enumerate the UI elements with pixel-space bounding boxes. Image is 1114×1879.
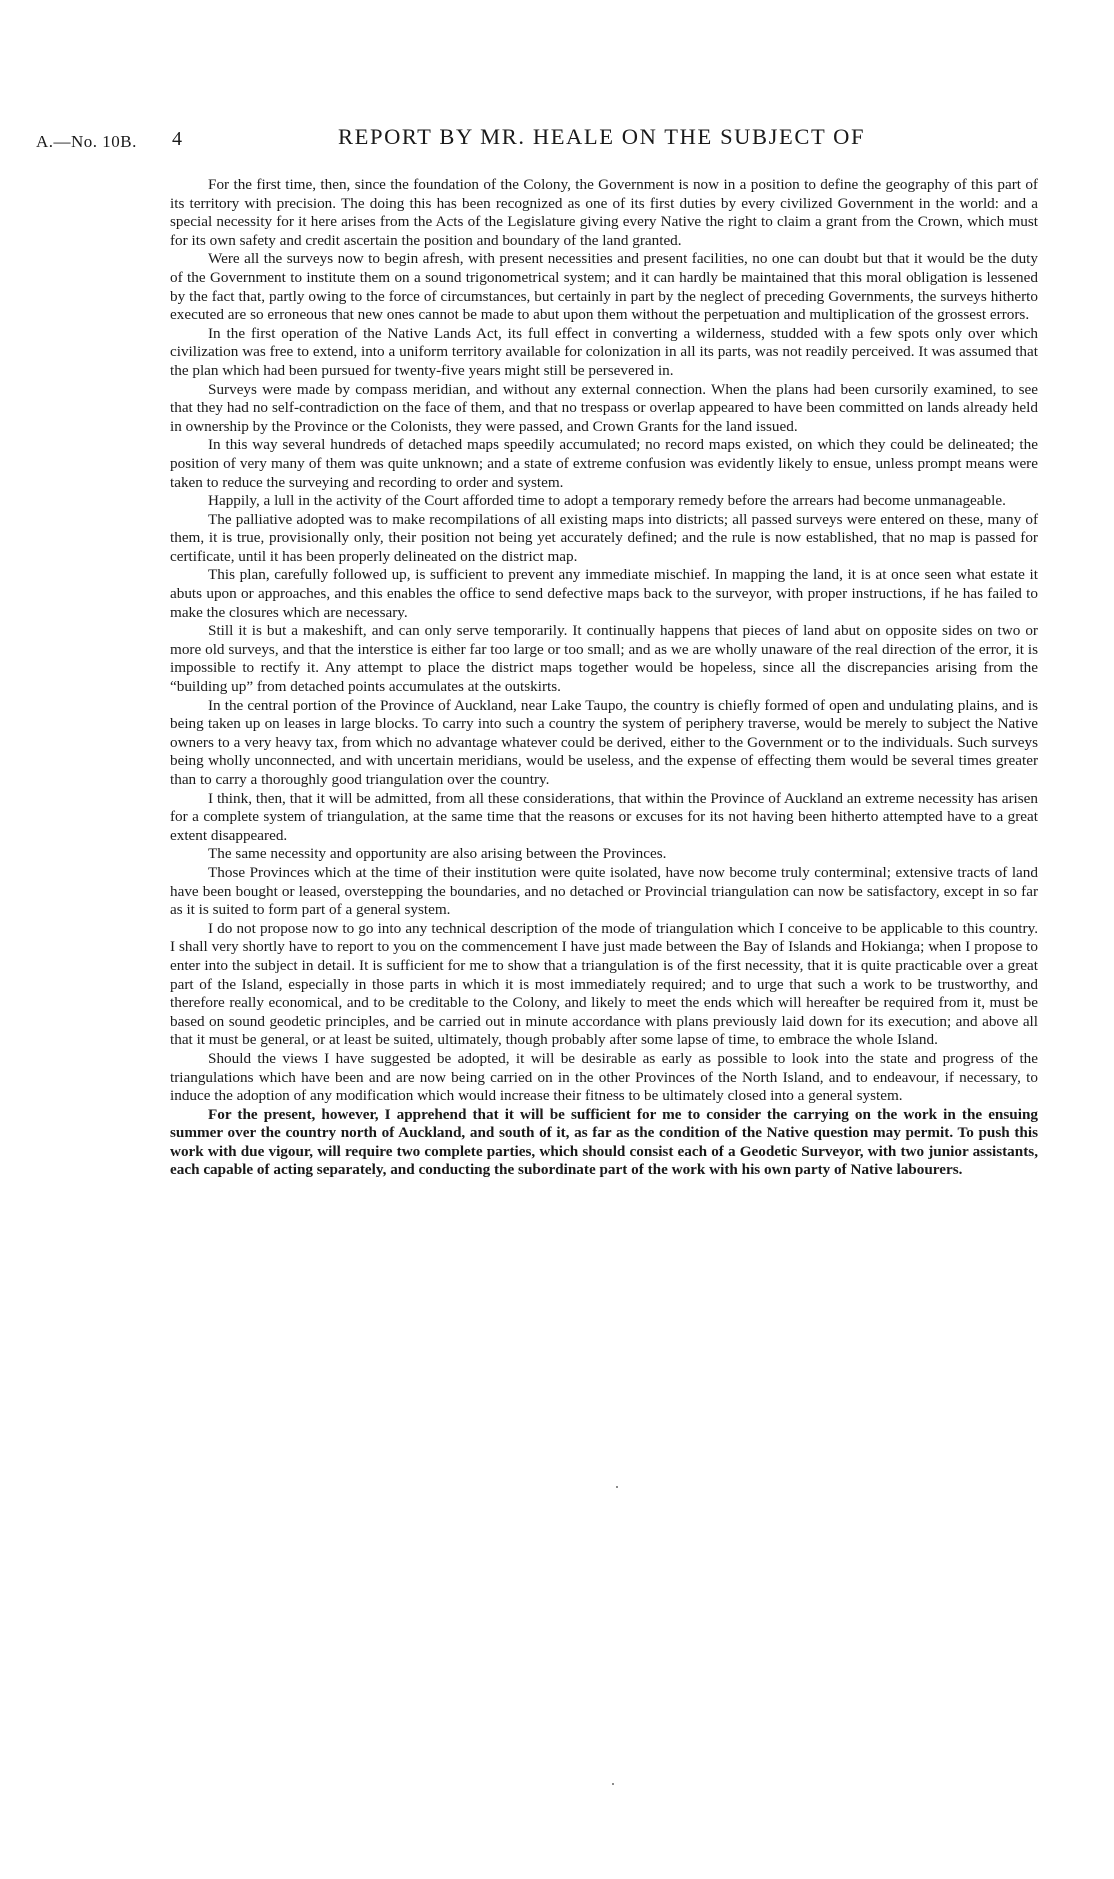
paragraph-4: Surveys were made by compass meridian, and without any external connection. When the plans had been cursorily examined, to see that they had no self-contradiction on the face of them, and that no trespass or overlap appeared to have been committed on lands already held in ownership by the Province or the Colonists, they were passed, and Crown Grants for the land issued.	[170, 380, 1038, 435]
paragraph-6: Happily, a lull in the activity of the Court afforded time to adopt a temporary remedy before the arrears had become unmanageable.	[208, 492, 1006, 510]
paragraph-16: For the present, however, I apprehend that it will be sufficient for me to consider the carrying on the work in the ensuing summer over the country north of Auckland, and south of it, as far as the condition of the Native question may permit. To push this work with due vigour, will require two complete parties, which should consist each of a Geodetic Surveyor, with two junior assistants, each capable of acting separately, and conducting the subordinate part of the work with his own party of Native labourers.	[170, 1105, 1038, 1179]
paragraph-15: Should the views I have suggested be adopted, it will be desirable as early as possible to look into the state and progress of the triangulations which have been and are now being carried on in the other Provinces of the North Island, and to endeavour, if necessary, to induce the adoption of any modification which would increase their fitness to be ultimately closed into a general system.	[170, 1049, 1038, 1105]
paragraph-3: In the first operation of the Native Lands Act, its full effect in converting a wilderness, studded with a few spots only over which civilization was free to extend, into a uniform territory available for colonization in all its parts, was not readily perceived. It was assumed that the plan which had been pursued for twenty-five years might still be persevered in.	[170, 324, 1038, 379]
paragraph-13: Those Provinces which at the time of their institution were quite isolated, have now become truly conterminal; extensive tracts of land have been bought or leased, overstepping the boundaries, and no detached or Provincial triangulation can now be satisfactory, except in so far as it is suited to form part of a general system.	[170, 863, 1038, 919]
paragraph-2: Were all the surveys now to begin afresh, with present necessities and present facilities, no one can doubt but that it would be the duty of the Government to institute them on a sound trigonometrical system; and it can hardly be maintained that this moral obligation is lessened by the fact that, partly owing to the force of circumstances, but certainly in part by the neglect of preceding Governments, the surveys hitherto executed are so erroneous that new ones cannot be made to abut upon them without the perpetuation and multiplication of the grossest errors.	[170, 250, 1038, 324]
paragraph-14: I do not propose now to go into any technical description of the mode of triangulation which I conceive to be applicable to this country. I shall very shortly have to report to you on the commencement I have just made between the Bay of Islands and Hokianga; when I propose to enter into the subject in detail. It is sufficient for me to show that a triangulation is of the first necessity, that it is quite practicable over a great part of the Island, especially in those parts in which it is most immediately required; and to urge that such a work to be trustworthy, and therefore really economical, and to be creditable to the Colony, and likely to meet the ends which will hereafter be required from it, must be based on sound geodetic principles, and be carried out in minute accordance with plans previously laid down for its execution; and above all that it must be general, or at least be suited, ultimately, though probably after some lapse of time, to embrace the whole Island.	[170, 919, 1038, 1049]
paragraph-10: In the central portion of the Province of Auckland, near Lake Taupo, the country is chiefly formed of open and undulating plains, and is being taken up on leases in large blocks. To carry into such a country the system of periphery traverse, would be merely to subject the Native owners to a very heavy tax, from which no advantage whatever could be derived, either to the Government or to the individuals. Such surveys being wholly unconnected, and with uncertain meridians, would be useless, and the expense of effecting them would be several times greater than to carry a thoroughly good triangulation over the country.	[170, 696, 1038, 788]
paragraph-5: In this way several hundreds of detached maps speedily accumulated; no record maps existed, on which they could be delineated; the position of very many of them was quite unknown; and a state of extreme confusion was evidently likely to ensue, unless prompt means were taken to reduce the surveying and recording to order and system.	[170, 436, 1038, 491]
page-number: 4	[172, 128, 182, 150]
report-body	[170, 176, 1038, 1180]
paragraph-8: This plan, carefully followed up, is sufficient to prevent any immediate mischief. In mapping the land, it is at once seen what estate it abuts upon or approaches, and this enables the office to send defective maps back to the surveyor, with proper instructions, if he has failed to make the closures which are necessary.	[170, 566, 1038, 621]
paragraph-9: Still it is but a makeshift, and can only serve temporarily. It continually happens that pieces of land abut on opposite sides on two or more old surveys, and that the interstice is either far too large or too small; and as we are wholly unaware of the real direction of the error, it is impossible to rectify it. Any attempt to place the district maps together would be hopeless, since all the discrepancies arising from the “building up” from detached points accumulates at the outskirts.	[170, 622, 1038, 696]
print-speck	[612, 1783, 614, 1785]
print-speck	[616, 1486, 618, 1488]
paragraph-7: The palliative adopted was to make recompilations of all existing maps into districts; all passed surveys were entered on these, many of them, it is true, provisionally only, their position not being yet accurately defined; and the rule is now established, that no map is passed for certificate, until it has been properly delineated on the district map.	[170, 510, 1038, 565]
paragraph-11: I think, then, that it will be admitted, from all these considerations, that within the Province of Auckland an extreme necessity has arisen for a complete system of triangulation, at the same time that the reasons or excuses for its not having been hitherto attempted have to a great extent disappeared.	[170, 789, 1038, 844]
paragraph-12: The same necessity and opportunity are also arising between the Provinces.	[208, 845, 667, 863]
paragraph-1: For the first time, then, since the foundation of the Colony, the Government is now in a position to define the geography of this part of its territory with precision. The doing this has been recognized as one of its first duties by every civilized Government in the world: and a special necessity for it here arises from the Acts of the Legislature giving every Native the right to claim a grant from the Crown, which must for its own safety and credit ascertain the position and boundary of the land granted.	[170, 176, 1038, 249]
page-header	[36, 124, 1056, 154]
running-title: REPORT BY MR. HEALE ON THE SUBJECT OF	[338, 124, 866, 149]
document-reference: A.—No. 10B.	[36, 132, 137, 151]
